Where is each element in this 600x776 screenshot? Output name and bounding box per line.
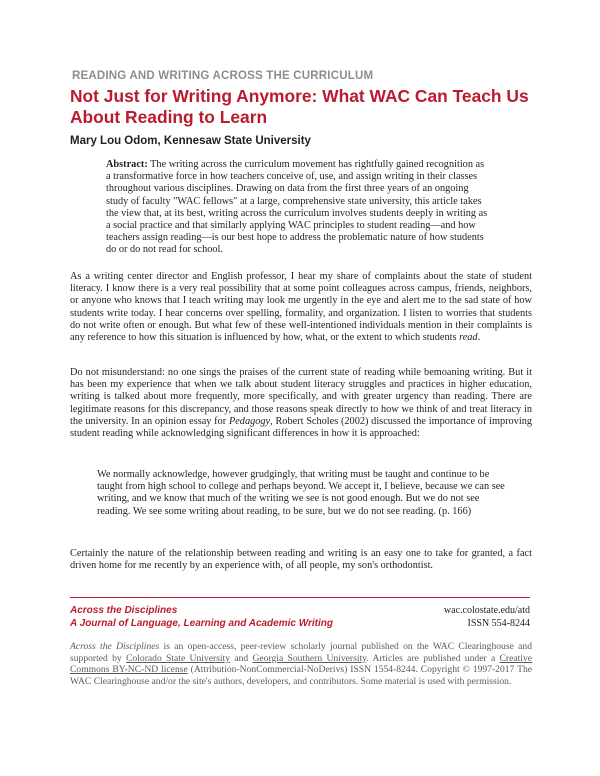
journal-title: Across the Disciplines	[70, 605, 178, 616]
emphasis-read: read	[459, 332, 478, 344]
article-title: Not Just for Writing Anymore: What WAC Can Teach Us About Reading to Learn	[70, 86, 529, 127]
abstract-text: The writing across the curriculum movement has rightfully gained recognition as a transformative force in how teachers conceive of, use, and assign writing in their classes throughout various disciplines. Drawing on data from the first three years of an ongoing study of faculty "WAC fellows" at a large, comprehensive state university, this article takes the view that, at its best, writing across the curriculum involves students deeply in writing as a social practice and that similarly applying WAC principles to student reading—and how teachers assign reading—is our best hope to address the problematic nature of how students do or do not read for school.	[106, 159, 488, 256]
journal-issn: ISSN 554-8244	[467, 617, 530, 629]
body-paragraph-2	[70, 367, 532, 440]
footer-divider	[70, 597, 530, 598]
abstract	[106, 159, 490, 257]
paragraph-text: As a writing center director and English professor, I hear my share of complaints about the state of student literacy. I know there is a very real possibility that at some point colleagues across campus, friends, neighbors, or anyone who knows that I teach writing may look me urgently in the eye and alert me to the sad state of how students write today. I hear concerns over spelling, formality, and organization. I listen to worries that students do not write often or enough. But what few of these well-intentioned individuals mention in their complaints is any reference to how this situation is influenced by how, what, or the extent to which students	[70, 271, 532, 344]
abstract-label: Abstract:	[106, 159, 148, 170]
paragraph-end: .	[477, 332, 481, 344]
license-link[interactable]: Creative Commons BY-NC-ND license	[70, 652, 533, 676]
journal-name	[70, 605, 370, 630]
note-text-3: . Articles are published under a	[366, 652, 500, 664]
body-paragraph-1	[70, 271, 532, 344]
journal-url[interactable]: wac.colostate.edu/atd	[443, 605, 530, 616]
journal-info	[380, 605, 530, 630]
paragraph-text: Do not misunderstand: no one sings the praises of the current state of reading while bemoaning writing. But it has been my experience that when we talk about student literacy struggles and practices in higher education, writing is talked about more frequently, more specifically, and with greater urgency than reading. There are legitimate reasons for this discrepancy, and those reasons speak directly to how we think of and treat literacy in the university. In an opinion essay for	[70, 367, 532, 427]
emphasis-pedagogy: Pedagogy	[228, 415, 271, 427]
colorado-state-link[interactable]: Colorado State University	[126, 652, 231, 664]
paragraph-text-after: , Robert Scholes (2002) discussed the importance of improving student reading while acknowledging significant differences in how it is approached:	[70, 415, 532, 440]
note-journal: Across the Disciplines	[70, 641, 160, 652]
body-paragraph-3: Certainly the nature of the relationship between reading and writing is an easy one to take for granted, a fact driven home for me recently by an experience with, of all people, my son's orthodontist.	[70, 548, 532, 572]
note-text-4: (Attribution-NonCommercial-NoDerivs) ISSN 1554-8244. Copyright © 1997-2017 The WAC Clearinghouse and/or the site's authors, developers, and contributors. Some material is used with permission.	[70, 664, 532, 687]
license-note	[70, 641, 532, 687]
note-text-1: is an open-access, peer-review scholarly journal published on the WAC Clearinghouse and supported by	[70, 641, 532, 664]
author-line: Mary Lou Odom, Kennesaw State University	[70, 135, 311, 147]
note-text-2: and	[230, 652, 253, 664]
block-quote: We normally acknowledge, however grudgingly, that writing must be taught and continue to be taught from high school to college and perhaps beyond. We accept it, I believe, because we can see writing, and we know that much of the writing we see is not good enough. But we do not see reading. We see some writing about reading, to be sure, but we do not see reading. (p. 166)	[97, 469, 505, 517]
georgia-southern-link[interactable]: Georgia Southern University	[252, 652, 367, 664]
section-kicker: READING AND WRITING ACROSS THE CURRICULUM	[72, 70, 374, 82]
journal-subtitle: A Journal of Language, Learning and Academic Writing	[70, 617, 333, 629]
